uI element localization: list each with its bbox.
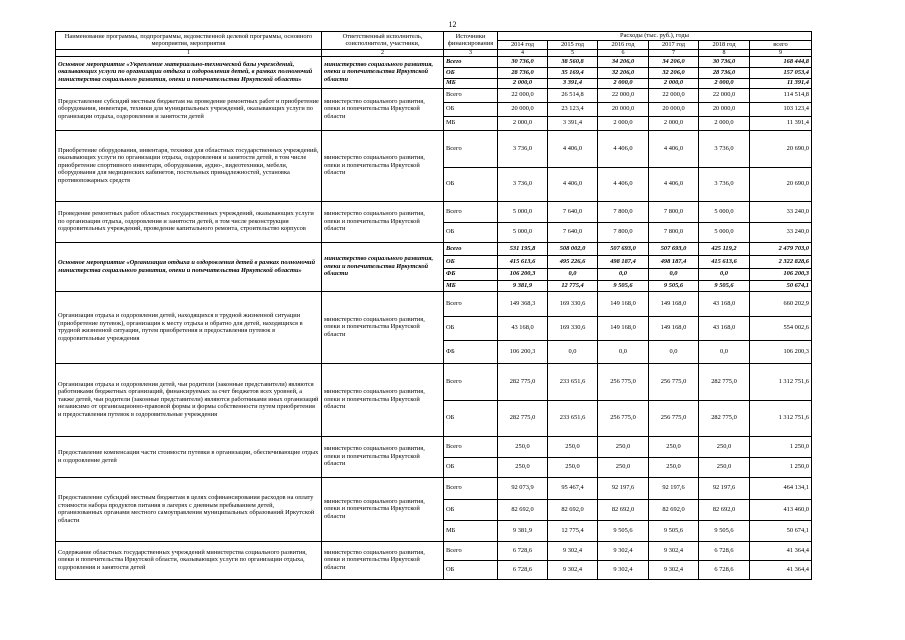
expense-value: 20 000,0 — [649, 102, 699, 116]
header-expenses: Расходы (тыс. руб.), годы — [498, 32, 812, 41]
expense-value: 95 467,4 — [548, 477, 598, 499]
expense-value: 6 728,6 — [699, 560, 750, 579]
expense-value: 282 775,0 — [498, 363, 548, 400]
funding-source: Всего — [444, 541, 498, 560]
activity-name: Предоставление субсидий местным бюджетам в целях софинансирования расходов на оплату стоимости набора продуктов питания в лагерях с дневным пребыванием детей, организованных органами местного самоуправления муниципальных образований Иркутской области — [56, 477, 322, 541]
expense-total: 50 674,1 — [750, 280, 812, 291]
expense-total: 1 312 751,6 — [750, 400, 812, 436]
funding-source: ФБ — [444, 268, 498, 280]
expense-value: 2 000,0 — [649, 116, 699, 130]
table-row — [56, 88, 812, 102]
column-number: 9 — [750, 49, 812, 56]
expense-value: 0,0 — [548, 268, 598, 280]
expense-value: 256 775,0 — [598, 400, 649, 436]
funding-source: ОБ — [444, 102, 498, 116]
expense-value: 32 206,0 — [649, 67, 699, 78]
expense-value: 9 505,6 — [598, 520, 649, 541]
column-number: 4 — [498, 49, 548, 56]
expense-value: 282 775,0 — [699, 363, 750, 400]
expense-value: 5 000,0 — [699, 222, 750, 242]
funding-source: Всего — [444, 130, 498, 167]
activity-name: Проведение ремонтных работ областных государственных учреждений, оказывающих услуги по организации отдыха, оздоровления и занятости детей, в том числе реконструкция оздоровительных учреждений, проведение капитального ремонта, строительство корпусов — [56, 201, 322, 242]
expense-value: 250,0 — [699, 436, 750, 457]
expense-value: 6 728,6 — [699, 541, 750, 560]
expense-value: 3 391,4 — [548, 78, 598, 88]
expense-value: 250,0 — [498, 436, 548, 457]
funding-source: МБ — [444, 280, 498, 291]
expense-total: 1 312 751,6 — [750, 363, 812, 400]
expense-value: 106 200,3 — [498, 268, 548, 280]
table-row — [56, 477, 812, 499]
expense-total: 157 053,4 — [750, 67, 812, 78]
header-year-total: всего — [750, 41, 812, 50]
expense-value: 7 640,0 — [548, 222, 598, 242]
activity-name: Организация отдыха и оздоровления детей, чьи родители (законные представители) являются работниками бюджетных организаций, финансируемых за счет бюджетов всех уровней, а также детей, чьи родители (законные представители) являются работниками иных организаций независимо от организационно-правовой формы и формы собственности путем приобретения и предоставления путевок в оздоровительные учреждения — [56, 363, 322, 436]
expense-value: 0,0 — [699, 268, 750, 280]
expense-value: 7 800,0 — [649, 222, 699, 242]
expense-value: 22 000,0 — [598, 88, 649, 102]
expense-value: 28 736,0 — [498, 67, 548, 78]
expense-value: 82 692,0 — [598, 499, 649, 520]
expense-value: 0,0 — [598, 268, 649, 280]
expense-value: 92 197,6 — [649, 477, 699, 499]
funding-source: Всего — [444, 56, 498, 67]
header-year: 2014 год — [498, 41, 548, 50]
expense-value: 43 168,0 — [498, 316, 548, 340]
expense-value: 92 197,6 — [699, 477, 750, 499]
expense-value: 9 505,6 — [699, 280, 750, 291]
column-number: 1 — [56, 49, 322, 56]
expense-value: 498 187,4 — [649, 255, 699, 268]
expense-value: 0,0 — [649, 268, 699, 280]
expense-value: 92 197,6 — [598, 477, 649, 499]
funding-source: ОБ — [444, 400, 498, 436]
expense-total: 114 514,8 — [750, 88, 812, 102]
expense-value: 495 226,6 — [548, 255, 598, 268]
expense-value: 82 692,0 — [498, 499, 548, 520]
expense-value: 3 391,4 — [548, 116, 598, 130]
expense-value: 43 168,0 — [699, 291, 750, 316]
expense-value: 4 406,0 — [548, 167, 598, 201]
expense-value: 23 123,4 — [548, 102, 598, 116]
expense-value: 82 692,0 — [548, 499, 598, 520]
expense-value: 508 002,0 — [548, 242, 598, 255]
expense-value: 250,0 — [598, 436, 649, 457]
expense-value: 5 000,0 — [699, 201, 750, 222]
expense-total: 2 322 828,6 — [750, 255, 812, 268]
expense-value: 2 000,0 — [498, 78, 548, 88]
expense-value: 2 000,0 — [598, 116, 649, 130]
expense-value: 531 195,8 — [498, 242, 548, 255]
expense-value: 256 775,0 — [598, 363, 649, 400]
expense-value: 9 302,4 — [548, 560, 598, 579]
funding-source: ОБ — [444, 255, 498, 268]
responsible-executor: министерство социального развития, опеки и попечительства Иркутской области — [322, 130, 444, 201]
expense-value: 149 168,0 — [598, 291, 649, 316]
expense-value: 149 368,3 — [498, 291, 548, 316]
funding-source: Всего — [444, 477, 498, 499]
expense-value: 282 775,0 — [699, 400, 750, 436]
column-number: 8 — [699, 49, 750, 56]
expense-value: 149 168,0 — [598, 316, 649, 340]
expense-value: 233 651,6 — [548, 363, 598, 400]
expense-value: 106 200,3 — [498, 340, 548, 363]
funding-source: МБ — [444, 78, 498, 88]
expense-value: 256 775,0 — [649, 363, 699, 400]
expense-value: 7 800,0 — [649, 201, 699, 222]
table-row — [56, 56, 812, 67]
expense-total: 33 240,0 — [750, 201, 812, 222]
expense-value: 9 302,4 — [548, 541, 598, 560]
expense-total: 1 250,0 — [750, 457, 812, 477]
funding-source: ОБ — [444, 167, 498, 201]
expense-value: 28 736,0 — [699, 67, 750, 78]
expense-total: 20 690,0 — [750, 167, 812, 201]
activity-name: Основное мероприятие «Укрепление материально-технической базы учреждений, оказывающих услуги по организации отдыха и оздоровления детей, в рамках полномочий министерства социального развития, опеки и попечительства Иркутской области» — [56, 56, 322, 88]
expense-value: 9 302,4 — [598, 560, 649, 579]
responsible-executor: министерство социального развития, опеки и попечительства Иркутской области — [322, 436, 444, 477]
expense-total: 20 690,0 — [750, 130, 812, 167]
expense-total: 11 391,4 — [750, 116, 812, 130]
expense-value: 9 381,9 — [498, 520, 548, 541]
expense-value: 9 505,6 — [598, 280, 649, 291]
expense-total: 33 240,0 — [750, 222, 812, 242]
expense-value: 498 187,4 — [598, 255, 649, 268]
expense-value: 22 000,0 — [649, 88, 699, 102]
expense-value: 35 169,4 — [548, 67, 598, 78]
funding-source: Всего — [444, 242, 498, 255]
responsible-executor: министерство социального развития, опеки и попечительства Иркутской области — [322, 56, 444, 88]
funding-source: ФБ — [444, 340, 498, 363]
funding-source: ОБ — [444, 316, 498, 340]
expense-value: 233 651,6 — [548, 400, 598, 436]
column-number: 7 — [649, 49, 699, 56]
expense-value: 250,0 — [548, 436, 598, 457]
activity-name: Приобретение оборудования, инвентаря, техники для областных государственных учреждений, оказывающих услуги по организации отдыха, оздоровления и занятости детей, в том числе приобретение спортивного инвентаря, оборудования, аудио-, видеотехники, мебели, оборудования для медицинских кабинетов, постельных принадлежностей, установка противопожарных средств — [56, 130, 322, 201]
header-year: 2016 год — [598, 41, 649, 50]
expense-value: 3 736,0 — [498, 167, 548, 201]
expense-value: 43 168,0 — [699, 316, 750, 340]
expense-value: 4 406,0 — [598, 167, 649, 201]
expense-value: 38 560,8 — [548, 56, 598, 67]
expense-value: 9 505,6 — [649, 280, 699, 291]
activity-name: Предоставление субсидий местным бюджетам на проведение ремонтных работ и приобретение оборудования, инвентаря, техники для муниципальных учреждений, оказывающих услуги по организации отдыха, оздоровления и занятости детей — [56, 88, 322, 130]
expense-value: 9 505,6 — [649, 520, 699, 541]
table-row — [56, 130, 812, 167]
expense-value: 20 000,0 — [498, 102, 548, 116]
expense-value: 20 000,0 — [699, 102, 750, 116]
expense-value: 149 168,0 — [649, 316, 699, 340]
expense-value: 22 000,0 — [699, 88, 750, 102]
expense-value: 149 168,0 — [649, 291, 699, 316]
expense-value: 9 302,4 — [598, 541, 649, 560]
expense-value: 12 775,4 — [548, 280, 598, 291]
table-row — [56, 541, 812, 560]
table-row — [56, 201, 812, 222]
header-year: 2018 год — [699, 41, 750, 50]
expense-value: 12 775,4 — [548, 520, 598, 541]
column-number: 5 — [548, 49, 598, 56]
expense-value: 507 693,0 — [598, 242, 649, 255]
expense-total: 106 200,3 — [750, 268, 812, 280]
expense-value: 3 736,0 — [699, 130, 750, 167]
header-year: 2017 год — [649, 41, 699, 50]
expense-value: 4 406,0 — [649, 167, 699, 201]
funding-source: Всего — [444, 436, 498, 457]
funding-source: Всего — [444, 201, 498, 222]
expense-value: 169 330,6 — [548, 291, 598, 316]
table-row — [56, 242, 812, 255]
expense-value: 2 000,0 — [598, 78, 649, 88]
page-number: 12 — [448, 20, 457, 29]
table-row — [56, 291, 812, 316]
expense-total: 41 364,4 — [750, 541, 812, 560]
expense-value: 250,0 — [649, 457, 699, 477]
expense-value: 9 302,4 — [649, 541, 699, 560]
expense-value: 5 000,0 — [498, 222, 548, 242]
responsible-executor: министерство социального развития, опеки и попечительства Иркутской области — [322, 201, 444, 242]
column-number: 2 — [322, 49, 444, 56]
expense-value: 9 505,6 — [699, 520, 750, 541]
expense-value: 7 800,0 — [598, 222, 649, 242]
expense-total: 464 134,1 — [750, 477, 812, 499]
expense-value: 9 381,9 — [498, 280, 548, 291]
expense-value: 7 800,0 — [598, 201, 649, 222]
expense-value: 7 640,0 — [548, 201, 598, 222]
funding-source: Всего — [444, 363, 498, 400]
expense-total: 2 479 703,0 — [750, 242, 812, 255]
expense-value: 82 692,0 — [699, 499, 750, 520]
expense-value: 92 073,9 — [498, 477, 548, 499]
expense-value: 169 330,6 — [548, 316, 598, 340]
expense-total: 660 202,9 — [750, 291, 812, 316]
funding-source: ОБ — [444, 67, 498, 78]
responsible-executor: министерство социального развития, опеки и попечительства Иркутской области — [322, 242, 444, 291]
expense-total: 1 250,0 — [750, 436, 812, 457]
column-number: 3 — [444, 49, 498, 56]
funding-source: МБ — [444, 116, 498, 130]
expense-value: 2 000,0 — [498, 116, 548, 130]
activity-name: Предоставление компенсации части стоимости путевки в организации, обеспечивающие отдых и оздоровление детей — [56, 436, 322, 477]
expense-value: 34 206,0 — [649, 56, 699, 67]
expense-value: 250,0 — [498, 457, 548, 477]
header-name: Наименование программы, подпрограммы, ведомственной целевой программы, основного мероприятия, мероприятия — [56, 32, 322, 50]
expense-value: 6 728,6 — [498, 560, 548, 579]
expense-value: 20 000,0 — [598, 102, 649, 116]
expense-value: 256 775,0 — [649, 400, 699, 436]
expense-value: 34 206,0 — [598, 56, 649, 67]
expense-value: 26 514,8 — [548, 88, 598, 102]
expense-value: 9 302,4 — [649, 560, 699, 579]
expense-value: 4 406,0 — [548, 130, 598, 167]
expense-value: 415 613,6 — [699, 255, 750, 268]
budget-table — [55, 31, 812, 580]
expense-value: 0,0 — [649, 340, 699, 363]
expense-value: 30 736,0 — [699, 56, 750, 67]
expense-value: 6 728,6 — [498, 541, 548, 560]
expense-value: 4 406,0 — [598, 130, 649, 167]
activity-name: Содержание областных государственных учреждений министерства социального развития, опеки и попечительства Иркутской области, оказывающих услуги по организации отдыха, оздоровления и занятости детей — [56, 541, 322, 579]
funding-source: МБ — [444, 520, 498, 541]
expense-value: 507 693,0 — [649, 242, 699, 255]
expense-value: 282 775,0 — [498, 400, 548, 436]
funding-source: ОБ — [444, 560, 498, 579]
expense-value: 250,0 — [649, 436, 699, 457]
expense-total: 41 364,4 — [750, 560, 812, 579]
expense-total: 103 123,4 — [750, 102, 812, 116]
expense-value: 4 406,0 — [649, 130, 699, 167]
responsible-executor: министерство социального развития, опеки и попечительства Иркутской области — [322, 477, 444, 541]
expense-total: 413 460,0 — [750, 499, 812, 520]
expense-value: 3 736,0 — [699, 167, 750, 201]
expense-value: 32 206,0 — [598, 67, 649, 78]
header-year: 2015 год — [548, 41, 598, 50]
responsible-executor: министерство социального развития, опеки и попечительства Иркутской области — [322, 363, 444, 436]
funding-source: ОБ — [444, 499, 498, 520]
expense-value: 0,0 — [548, 340, 598, 363]
activity-name: Основное мероприятие «Организация отдыха и оздоровления детей в рамках полномочий министерства социального развития, опеки и попечительства Иркутской области» — [56, 242, 322, 291]
expense-value: 415 613,6 — [498, 255, 548, 268]
expense-total: 106 200,3 — [750, 340, 812, 363]
expense-value: 425 119,2 — [699, 242, 750, 255]
table-row — [56, 363, 812, 400]
expense-value: 250,0 — [598, 457, 649, 477]
expense-total: 50 674,1 — [750, 520, 812, 541]
expense-value: 30 736,0 — [498, 56, 548, 67]
funding-source: Всего — [444, 291, 498, 316]
column-number: 6 — [598, 49, 649, 56]
funding-source: ОБ — [444, 222, 498, 242]
responsible-executor: министерство социального развития, опеки и попечительства Иркутской области — [322, 88, 444, 130]
expense-value: 2 000,0 — [699, 78, 750, 88]
expense-value: 0,0 — [598, 340, 649, 363]
expense-total: 168 444,8 — [750, 56, 812, 67]
activity-name: Организация отдыха и оздоровления детей, находящихся в трудной жизненной ситуации (приобретение путевок), организация к месту отдыха и обратно для детей, находящихся в трудной жизненной ситуации, путем приобретения и предоставления путевок в оздоровительные учреждения — [56, 291, 322, 363]
header-source: Источники финансирования — [444, 32, 498, 50]
header-responsible: Ответственный исполнитель, соисполнители, участники, — [322, 32, 444, 50]
responsible-executor: министерство социального развития, опеки и попечительства Иркутской области — [322, 291, 444, 363]
expense-value: 0,0 — [699, 340, 750, 363]
funding-source: Всего — [444, 88, 498, 102]
expense-value: 2 000,0 — [649, 78, 699, 88]
expense-value: 3 736,0 — [498, 130, 548, 167]
expense-value: 250,0 — [548, 457, 598, 477]
funding-source: ОБ — [444, 457, 498, 477]
expense-total: 11 391,4 — [750, 78, 812, 88]
expense-total: 554 002,6 — [750, 316, 812, 340]
expense-value: 22 000,0 — [498, 88, 548, 102]
expense-value: 82 692,0 — [649, 499, 699, 520]
expense-value: 5 000,0 — [498, 201, 548, 222]
expense-value: 2 000,0 — [699, 116, 750, 130]
responsible-executor: министерство социального развития, опеки и попечительства Иркутской области — [322, 541, 444, 579]
table-row — [56, 436, 812, 457]
expense-value: 250,0 — [699, 457, 750, 477]
